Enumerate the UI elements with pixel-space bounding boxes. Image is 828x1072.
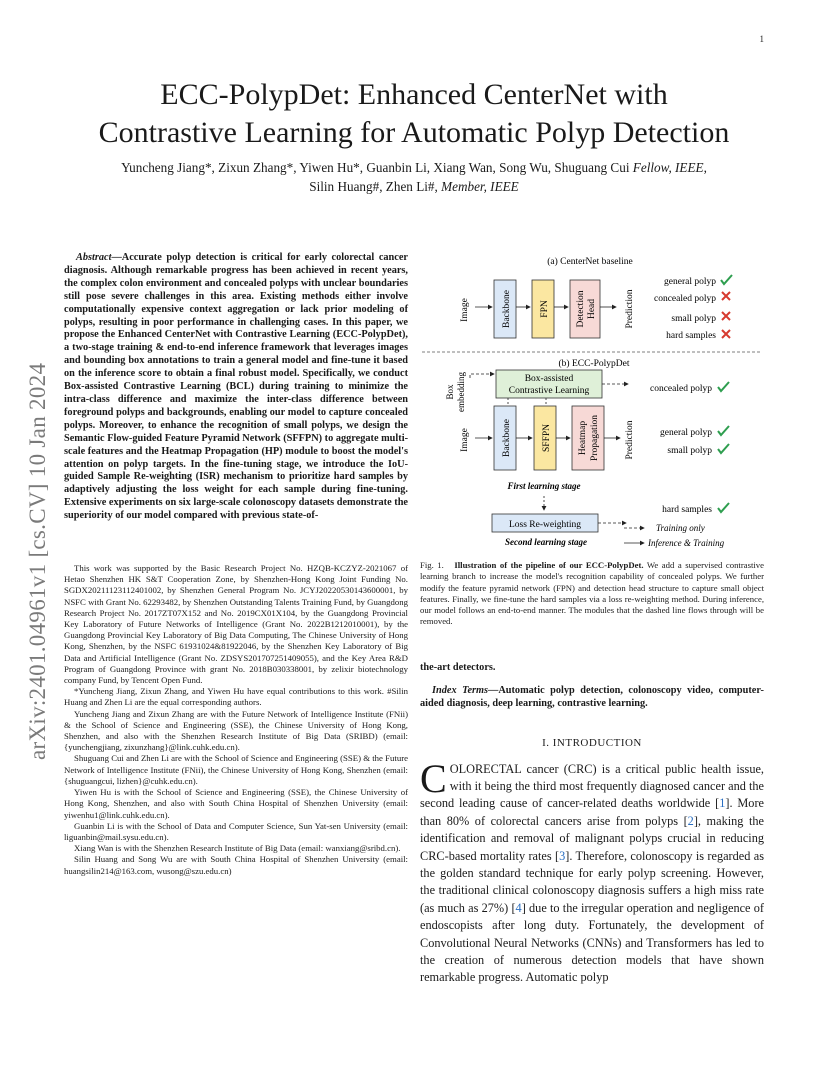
authors-line-2-suffix: Member, IEEE (441, 179, 519, 194)
authors-line-2: Silin Huang#, Zhen Li#, (309, 179, 438, 194)
result-small-polyp-a: small polyp (671, 314, 716, 324)
footnote-affiliation: Xiang Wan is with the Shenzhen Research Institute of Big Data (email: wanxiang@sribd.cn). (74, 843, 401, 854)
result-small-polyp-b: small polyp (667, 446, 712, 456)
result-concealed-polyp-b: concealed polyp (650, 384, 712, 394)
title-line-1: ECC-PolypDet: Enhanced CenterNet with (160, 78, 668, 111)
citation-link[interactable]: 4 (515, 900, 522, 915)
prediction-label-b: Prediction (625, 420, 635, 460)
caption-text: We add a supervised contrastive learning branch to increase the model's recognition capability of concealed polyps. We further modify the feature pyramid network (FPN) and detection head structure to capture small object features. Finally, we fine-tune the hard samples via a loss re-weighting method. During inference, our model follows an end-to-end manner. The modules that the dashed line flows through will be removed. (420, 560, 765, 627)
footnote-affiliation: Guanbin Li is with the School of Data and Computer Science, Sun Yat-sen University (email: liguanbin@mail.sysu.edu.cn). (64, 820, 408, 842)
authors-line-1: Yuncheng Jiang*, Zixun Zhang*, Yiwen Hu*, Guanbin Li, Xiang Wan, Song Wu, Shuguang Cui (121, 160, 630, 175)
citation-link[interactable]: 1 (719, 796, 726, 811)
index-terms-label: Index Terms (432, 684, 489, 696)
sffpn-label: SFFPN (542, 424, 552, 452)
abstract-text: —Accurate polyp detection is critical for early colorectal cancer diagnosis. Although remarkable progress has been achieved in recent years, the complex colon environment and concealed polyps with unclear boundaries still pose severe challenges in this area. Existing methods either involve computationally expensive context aggregation or lack prior modeling of polyps, resulting in poor performance in challenging cases. In this paper, we propose the Enhanced CenterNet with Contrastive Learning (ECC-PolypDet), a two-stage training & end-to-end inference framework that leverages images and bounding box annotations to train a general model and fine-tune it based on the inference score to obtain a final robust model. Specifically, we conduct Box-assisted Contrastive Learning (BCL) during training to minimize the intra-class difference and maximize the inter-class difference between foreground polyps and backgrounds, enabling our model to capture concealed polyps. Moreover, to enhance the recognition of small polyps, we design the Semantic Flow-guided Feature Pyramid Network (SFFPN) to aggregate multi-scale features and the Heatmap Propagation (HP) module to boost the model's attention on polyp targets. In the fine-tuning stage, we introduce the IoU-guided Sample Re-weighting (ISR) mechanism to prioritize hard samples by adaptively adjusting the loss weight for each sample during fine-tuning. Extensive experiments on six large-scale colonoscopy datasets demonstrate the superiority of our model compared with previous state-of- (64, 252, 408, 522)
arxiv-stamp: arXiv:2401.04961v1 [cs.CV] 10 Jan 2024 (25, 362, 50, 760)
panel-b-title: (b) ECC-PolypDet (558, 359, 630, 369)
image-label-a: Image (460, 298, 470, 322)
index-terms (420, 685, 764, 711)
check-icon (721, 275, 732, 284)
legend-training-only: Training only (656, 523, 705, 533)
check-icon (718, 503, 729, 512)
intro-text: ] due to the irregular operation and negligence of endoscopists after long duty. Fortunately, the development of Convolutional Neural Networks (CNNs) and Transformers has led to the creation of numerous detection models that have shown remarkable progress. Automatic polyp (420, 900, 764, 985)
intro-text: ]. More than 80% of colorectal cancers arise from polyps [ (420, 796, 764, 828)
footnote-funding: This work was supported by the Basic Research Project No. HZQB-KCZYZ-2021067 of Hetao Shenzhen HK S&T Cooperation Zone, by Shenzhen-Hong Kong Joint Funding No. SGDX20211123112401002, by Shenzhen General Program No. JCYJ20220530143600001, by NSFC with Grant No. 62293482, by Shenzhen Outstanding Talents Training Fund, by Guangdong Research Project No. 2017ZT07X152 and No. 2019CX01X104, by the Guangdong Provincial Key Laboratory of Future Networks of Intelligence (Grant No. 2022B1212010001), by the Guangdong Provincial Key Laboratory of Big Data Computing, The Chinese University of Hong Kong, Shenzhen, by the NSFC 61931024&81922046, by the Shenzhen Key Laboratory of Big Data and Artificial Intelligence (Grant No. ZDSYS201707251409055), and the Key Area R&D Program of Guangdong Province with grant No. 2018B030338001, by zelixir biotechnology company Fund, by Tencent Open Fund. (64, 563, 408, 686)
cross-icon (722, 292, 730, 300)
check-icon (718, 382, 729, 391)
check-icon (718, 426, 729, 435)
pipeline-diagram (420, 252, 764, 552)
caption-label: Fig. 1. (420, 560, 444, 570)
detection-head-label-1: Detection (576, 290, 586, 328)
author-list: Yuncheng Jiang*, Zixun Zhang*, Yiwen Hu*, Guanbin Li, Xiang Wan, Song Wu, Shuguang Cui Fellow, IEEE, Silin Huang#, Zhen Li#, Member, IEEE (121, 160, 707, 194)
right-column (420, 252, 764, 987)
result-general-polyp-a: general polyp (664, 277, 716, 287)
first-stage-label: First learning stage (507, 481, 581, 491)
result-hard-samples-a: hard samples (666, 331, 716, 341)
cross-icon (722, 312, 730, 320)
result-hard-samples-b: hard samples (662, 505, 712, 515)
abstract-continued: the-art detectors. (420, 661, 496, 673)
footnote-affiliation: Yuncheng Jiang and Zixun Zhang are with the Future Network of Intelligence Institute (FNii) & the School of Science and Engineering (SSE), the Chinese University of Hong Kong, Shenzhen, and also with the Shenzhen Research Institute of Big Data (SRIBD) (email: {yunchengjiang, zixunzhang}@link.cuhk.edu.cn). (64, 708, 408, 753)
bcl-label-1: Box-assisted (524, 374, 574, 384)
result-concealed-polyp-a: concealed polyp (654, 294, 716, 304)
figure-caption (420, 560, 764, 628)
hp-label-1: Heatmap (578, 420, 588, 456)
intro-text: ], making the identification and removal of malignant polyps crucial in reducing CRC-based mortality rates [ (420, 813, 764, 863)
box-embedding-label-2: embedding (456, 372, 466, 412)
authors-line-1-suffix: Fellow, IEEE (632, 160, 704, 175)
index-terms-text: —Automatic polyp detection, colonoscopy video, computer-aided diagnosis, deep learning, contrastive learning. (420, 684, 764, 709)
second-stage-label: Second learning stage (504, 537, 588, 547)
loss-reweighting-label: Loss Re-weighting (508, 520, 582, 530)
footnote-affiliation: Shuguang Cui and Zhen Li are with the School of Science and Engineering (SSE) & the Future Network of Intelligence Institute (FNii), the Chinese University of Hong Kong, Shenzhen (email:{shuguangcui, lizhen}@cuhk.edu.cn). (64, 753, 408, 786)
check-icon (718, 444, 729, 453)
result-general-polyp-b: general polyp (660, 428, 712, 438)
panel-a-title: (a) CenterNet baseline (547, 257, 633, 267)
intro-text: OLORECTAL cancer (CRC) is a critical public health issue, with it being the third most frequently diagnosed cancer and the second leading cause of cancer-related deaths worldwide [ (420, 761, 764, 811)
cross-icon (722, 330, 730, 338)
fpn-label: FPN (540, 300, 550, 318)
hp-label-2: Propagation (590, 415, 600, 461)
title-line-2: Contrastive Learning for Automatic Polyp Detection (98, 116, 730, 149)
introduction-paragraph (420, 755, 764, 987)
drop-cap: C (420, 755, 447, 801)
pipeline-figure (420, 252, 764, 552)
left-column (64, 252, 408, 877)
page-number: 1 (759, 34, 764, 44)
footnote-affiliation: Yiwen Hu is with the School of Science and Engineering (SSE), the Chinese University of Hong Kong, Shenzhen, and also with South China Hospital of Shenzhen University (email: yiwenhu1@link.cuhk.edu.cn). (64, 787, 408, 820)
footnote-equal-contribution: *Yuncheng Jiang, Zixun Zhang, and Yiwen Hu have equal contributions to this work. #Silin Huang and Zhen Li are the equal corresponding authors. (64, 686, 408, 708)
prediction-label-a: Prediction (625, 289, 635, 329)
paper-title (60, 76, 768, 152)
section-heading: I. INTRODUCTION (542, 736, 642, 749)
backbone-label-b: Backbone (502, 419, 512, 457)
footnote-affiliation: Silin Huang and Song Wu are with South China Hospital of Shenzhen University (email: huangsilin214@163.com, wusong@szu.edu.cn) (64, 854, 408, 876)
legend-inference-training: Inference & Training (648, 538, 725, 548)
abstract-label: Abstract (76, 252, 112, 263)
detection-head-label-2: Head (587, 298, 597, 320)
citation-link[interactable]: 2 (687, 813, 694, 828)
footnotes (64, 563, 408, 877)
bcl-label-2: Contrastive Learning (508, 386, 590, 396)
citation-link[interactable]: 3 (559, 848, 566, 863)
backbone-label-a: Backbone (502, 290, 512, 328)
image-label-b: Image (460, 428, 470, 452)
abstract (64, 252, 408, 523)
caption-bold: Illustration of the pipeline of our ECC-PolypDet. (454, 560, 644, 570)
box-embedding-label-1: Box (445, 384, 455, 400)
intro-text: ]. Therefore, colonoscopy is regarded as the golden standard technique for early polyp screening. However, the traditional clinical colonoscopy diagnosis suffers a high miss rate (as much as 27%) [ (420, 848, 764, 915)
